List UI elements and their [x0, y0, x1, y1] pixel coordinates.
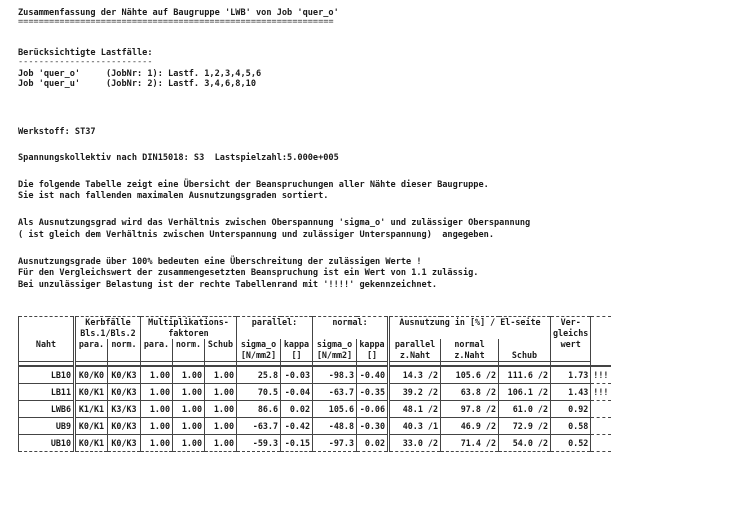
cell-ns: -98.3 — [313, 366, 357, 384]
cell-pk: -0.03 — [281, 366, 313, 384]
table-header-row — [19, 328, 611, 339]
header-util: Ausnutzung in [%] / El-seite — [389, 317, 551, 329]
cell-u2: 105.6 /2 — [441, 366, 499, 384]
header-kerb: Kerbfälle — [75, 317, 141, 329]
cell-k1: K0/K1 — [75, 384, 108, 401]
cell-naht: LWB6 — [19, 401, 75, 418]
cell-m3: 1.00 — [205, 384, 237, 401]
cell-m3: 1.00 — [205, 401, 237, 418]
exceed-flag — [591, 418, 611, 435]
cell-nk: -0.40 — [357, 366, 389, 384]
cell-u1: 40.3 /1 — [389, 418, 441, 435]
cell-k1: K0/K0 — [75, 366, 108, 384]
cell-nk: 0.02 — [357, 435, 389, 452]
header-bls: Bls.1/Bls.2 — [75, 328, 141, 339]
results-table — [18, 316, 611, 452]
cell-k2: K3/K3 — [108, 401, 141, 418]
table-row — [19, 418, 611, 435]
cell-u3: 72.9 /2 — [499, 418, 551, 435]
cell-naht: LB10 — [19, 366, 75, 384]
table-header-row: [N/mm2] [] [N/mm2] [] z.Naht z.Naht Schub — [19, 350, 611, 362]
cell-pk: 0.02 — [281, 401, 313, 418]
intro-line: Die folgende Tabelle zeigt eine Übersicht der Beanspruchungen aller Nähte dieser Baugruppe. — [18, 180, 489, 190]
exceed-flag: !!! — [591, 366, 611, 384]
cell-k1: K0/K1 — [75, 435, 108, 452]
cell-u2: 46.9 /2 — [441, 418, 499, 435]
cell-m1: 1.00 — [141, 435, 173, 452]
cell-m1: 1.00 — [141, 366, 173, 384]
exceed-flag — [591, 401, 611, 418]
cell-k1: K0/K1 — [75, 418, 108, 435]
cell-m2: 1.00 — [173, 435, 205, 452]
exceed-flag — [591, 435, 611, 452]
cell-m2: 1.00 — [173, 384, 205, 401]
cell-m3: 1.00 — [205, 418, 237, 435]
cell-m3: 1.00 — [205, 366, 237, 384]
cell-cmp: 1.43 — [551, 384, 591, 401]
cell-k2: K0/K3 — [108, 366, 141, 384]
header-cmp: Ver- — [551, 317, 591, 329]
header-naht: Naht — [19, 339, 75, 350]
cell-ps: -63.7 — [237, 418, 281, 435]
cell-pk: -0.15 — [281, 435, 313, 452]
material-line: Werkstoff: ST37 — [18, 127, 96, 137]
cell-u2: 97.8 /2 — [441, 401, 499, 418]
cell-naht: UB9 — [19, 418, 75, 435]
table-header-row — [19, 317, 611, 329]
table-row — [19, 366, 611, 384]
cell-cmp: 0.52 — [551, 435, 591, 452]
cell-naht: LB11 — [19, 384, 75, 401]
table-row — [19, 384, 611, 401]
exceed-flag: !!! — [591, 384, 611, 401]
cell-k2: K0/K3 — [108, 418, 141, 435]
ratio-line: ( ist gleich dem Verhältnis zwischen Unterspannung und zulässiger Unterspannung) angegeben. — [18, 230, 494, 240]
header-parallel: parallel: — [237, 317, 313, 329]
cell-u3: 61.0 /2 — [499, 401, 551, 418]
cell-cmp: 1.73 — [551, 366, 591, 384]
header-faktoren: faktoren — [141, 328, 237, 339]
cell-ns: 105.6 — [313, 401, 357, 418]
intro-line: Sie ist nach fallenden maximalen Ausnutzungsgraden sortiert. — [18, 191, 329, 201]
cell-cmp: 0.58 — [551, 418, 591, 435]
cell-m1: 1.00 — [141, 384, 173, 401]
cell-ns: -48.8 — [313, 418, 357, 435]
cell-m3: 1.00 — [205, 435, 237, 452]
table-header-row: Naht para. norm. para. norm. Schub sigma_o kappa sigma_o kappa parallel normal wert — [19, 339, 611, 350]
cell-m1: 1.00 — [141, 418, 173, 435]
cell-k2: K0/K3 — [108, 384, 141, 401]
cell-nk: -0.35 — [357, 384, 389, 401]
cell-u2: 71.4 /2 — [441, 435, 499, 452]
cell-nk: -0.06 — [357, 401, 389, 418]
header-normal: normal: — [313, 317, 389, 329]
job-line: Job 'quer_o' (JobNr: 1): Lastf. 1,2,3,4,5,6 — [18, 69, 262, 79]
cell-m1: 1.00 — [141, 401, 173, 418]
cell-u2: 63.8 /2 — [441, 384, 499, 401]
cell-ps: 25.8 — [237, 366, 281, 384]
cell-ps: 70.5 — [237, 384, 281, 401]
note-line: Ausnutzungsgrade über 100% bedeuten eine Überschreitung der zulässigen Werte ! — [18, 257, 422, 267]
table-row — [19, 435, 611, 452]
cell-k1: K1/K1 — [75, 401, 108, 418]
title-underline: ============================================================= — [18, 19, 334, 25]
cell-naht: UB10 — [19, 435, 75, 452]
cell-u1: 48.1 /2 — [389, 401, 441, 418]
note-line: Bei unzulässiger Belastung ist der rechte Tabellenrand mit '!!!!' gekennzeichnet. — [18, 280, 438, 290]
report-title: Zusammenfassung der Nähte auf Baugruppe 'LWB' von Job 'quer_o' — [18, 8, 339, 18]
cell-nk: -0.30 — [357, 418, 389, 435]
note-line: Für den Vergleichswert der zusammengesetzten Beanspruchung ist ein Wert von 1.1 zulässig. — [18, 268, 479, 278]
cell-ps: 86.6 — [237, 401, 281, 418]
cell-ns: -63.7 — [313, 384, 357, 401]
header-gleichs: gleichs — [551, 328, 591, 339]
cell-u3: 106.1 /2 — [499, 384, 551, 401]
cell-u1: 39.2 /2 — [389, 384, 441, 401]
spectrum-line: Spannungskollektiv nach DIN15018: S3 Lastspielzahl:5.000e+005 — [18, 153, 339, 163]
job-line: Job 'quer_u' (JobNr: 2): Lastf. 3,4,6,8,10 — [18, 79, 256, 89]
cell-u1: 14.3 /2 — [389, 366, 441, 384]
cell-m2: 1.00 — [173, 418, 205, 435]
cell-m2: 1.00 — [173, 366, 205, 384]
cell-u1: 33.0 /2 — [389, 435, 441, 452]
ratio-line: Als Ausnutzungsgrad wird das Verhältnis zwischen Oberspannung 'sigma_o' und zulässiger Oberspannung — [18, 218, 531, 228]
cell-ps: -59.3 — [237, 435, 281, 452]
loads-heading: Berücksichtigte Lastfälle: — [18, 48, 153, 58]
cell-u3: 54.0 /2 — [499, 435, 551, 452]
cell-k2: K0/K3 — [108, 435, 141, 452]
header-mult: Multiplikations- — [141, 317, 237, 329]
cell-pk: -0.04 — [281, 384, 313, 401]
cell-pk: -0.42 — [281, 418, 313, 435]
table-row — [19, 401, 611, 418]
cell-cmp: 0.92 — [551, 401, 591, 418]
loads-underline: -------------------------- — [18, 59, 153, 65]
cell-m2: 1.00 — [173, 401, 205, 418]
cell-ns: -97.3 — [313, 435, 357, 452]
cell-u3: 111.6 /2 — [499, 366, 551, 384]
